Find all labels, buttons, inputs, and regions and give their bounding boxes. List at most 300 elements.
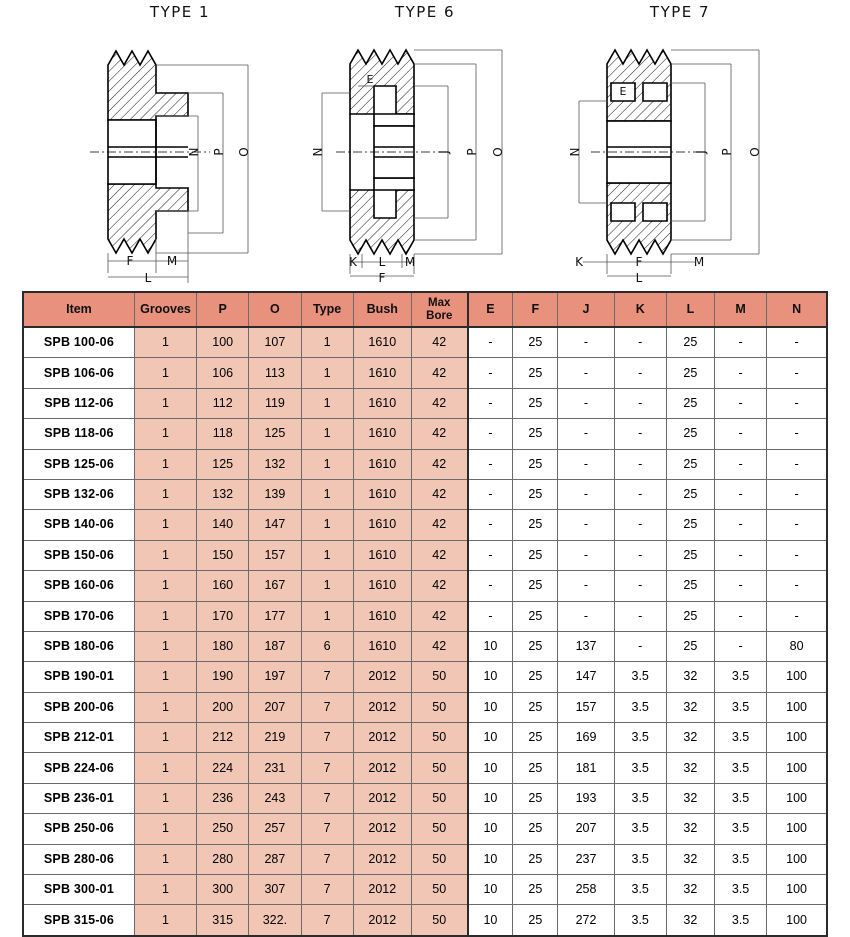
cell-p: 106 (197, 358, 249, 388)
cell-type: 1 (301, 449, 353, 479)
cell-e: - (468, 510, 513, 540)
table-row (23, 510, 827, 540)
table-row (23, 540, 827, 570)
cell-max-bore: 50 (411, 783, 467, 813)
cell-p: 190 (197, 662, 249, 692)
cell-l: 32 (666, 875, 714, 905)
cell-f: 25 (513, 723, 558, 753)
cell-bush: 2012 (353, 783, 411, 813)
cell-o: 307 (249, 875, 301, 905)
cell-grooves: 1 (134, 327, 196, 358)
cell-bush: 2012 (353, 844, 411, 874)
cell-k: 3.5 (614, 692, 666, 722)
pulley-drawings-panel (0, 0, 850, 285)
dim-label-P: P (720, 148, 734, 156)
cell-e: 10 (468, 723, 513, 753)
cell-j: - (558, 540, 614, 570)
table-row (23, 571, 827, 601)
cell-item: SPB 125-06 (23, 449, 134, 479)
dim-label-P: P (212, 148, 226, 156)
cell-m: 3.5 (714, 783, 766, 813)
cell-l: 25 (666, 601, 714, 631)
cell-f: 25 (513, 631, 558, 661)
dim-label-L: L (635, 271, 643, 283)
cell-max-bore: 42 (411, 449, 467, 479)
cell-grooves: 1 (134, 875, 196, 905)
cell-grooves: 1 (134, 540, 196, 570)
cell-e: - (468, 388, 513, 418)
cell-k: - (614, 540, 666, 570)
cell-type: 6 (301, 631, 353, 661)
cell-max-bore: 42 (411, 388, 467, 418)
dim-label-N: N (568, 147, 582, 157)
drawing-title-type-6: TYPE 6 (394, 3, 456, 21)
col-header-f: F (513, 292, 558, 327)
cell-m: 3.5 (714, 753, 766, 783)
cell-k: 3.5 (614, 723, 666, 753)
table-row (23, 844, 827, 874)
cell-grooves: 1 (134, 844, 196, 874)
cell-o: 231 (249, 753, 301, 783)
cell-p: 200 (197, 692, 249, 722)
cell-bush: 1610 (353, 540, 411, 570)
cell-l: 25 (666, 327, 714, 358)
cell-e: 10 (468, 631, 513, 661)
drawing-type-1 (60, 0, 300, 283)
cell-item: SPB 236-01 (23, 783, 134, 813)
cell-l: 25 (666, 479, 714, 509)
cell-k: 3.5 (614, 844, 666, 874)
cell-grooves: 1 (134, 510, 196, 540)
cell-l: 25 (666, 571, 714, 601)
cell-k: - (614, 388, 666, 418)
cell-p: 140 (197, 510, 249, 540)
cell-l: 25 (666, 419, 714, 449)
cell-f: 25 (513, 692, 558, 722)
pulley-specification-table (22, 291, 828, 937)
cell-o: 287 (249, 844, 301, 874)
dim-label-O: O (748, 147, 762, 157)
cell-j: 193 (558, 783, 614, 813)
cell-p: 280 (197, 844, 249, 874)
cell-l: 32 (666, 753, 714, 783)
cell-n: - (767, 327, 827, 358)
table-row (23, 479, 827, 509)
cell-m: - (714, 419, 766, 449)
cell-n: - (767, 419, 827, 449)
cell-type: 1 (301, 540, 353, 570)
specification-table-container (22, 291, 828, 937)
cell-m: - (714, 540, 766, 570)
cell-l: 32 (666, 662, 714, 692)
table-row (23, 449, 827, 479)
cell-max-bore: 50 (411, 814, 467, 844)
cell-m: - (714, 571, 766, 601)
table-row (23, 662, 827, 692)
cell-max-bore: 50 (411, 753, 467, 783)
cell-o: 147 (249, 510, 301, 540)
cell-j: - (558, 571, 614, 601)
cell-type: 7 (301, 692, 353, 722)
cell-max-bore: 42 (411, 571, 467, 601)
cell-o: 187 (249, 631, 301, 661)
dim-label-K: K (575, 255, 583, 269)
cell-type: 1 (301, 358, 353, 388)
cell-k: - (614, 449, 666, 479)
drawing-type-6 (300, 0, 550, 283)
cell-f: 25 (513, 327, 558, 358)
dim-label-L: L (144, 271, 152, 283)
cell-m: - (714, 327, 766, 358)
table-row (23, 388, 827, 418)
cell-l: 32 (666, 844, 714, 874)
cell-max-bore: 50 (411, 875, 467, 905)
cell-p: 250 (197, 814, 249, 844)
cell-m: 3.5 (714, 905, 766, 936)
cell-type: 7 (301, 723, 353, 753)
cell-m: - (714, 388, 766, 418)
cell-l: 32 (666, 905, 714, 936)
cell-item: SPB 180-06 (23, 631, 134, 661)
table-row (23, 783, 827, 813)
cell-type: 1 (301, 419, 353, 449)
cell-bush: 2012 (353, 814, 411, 844)
cell-o: 219 (249, 723, 301, 753)
cell-o: 132 (249, 449, 301, 479)
cell-m: 3.5 (714, 723, 766, 753)
cell-f: 25 (513, 358, 558, 388)
dim-label-F: F (635, 255, 643, 269)
col-header-item: Item (23, 292, 134, 327)
cell-item: SPB 315-06 (23, 905, 134, 936)
cell-e: - (468, 358, 513, 388)
cell-type: 7 (301, 783, 353, 813)
cell-e: 10 (468, 905, 513, 936)
cell-type: 7 (301, 753, 353, 783)
cell-j: - (558, 510, 614, 540)
cell-o: 257 (249, 814, 301, 844)
cell-o: 243 (249, 783, 301, 813)
table-row (23, 905, 827, 936)
cell-m: 3.5 (714, 875, 766, 905)
cell-f: 25 (513, 753, 558, 783)
cell-n: 100 (767, 905, 827, 936)
col-header-o: O (249, 292, 301, 327)
cell-n: - (767, 358, 827, 388)
table-row (23, 601, 827, 631)
cell-type: 7 (301, 875, 353, 905)
col-header-max-bore (411, 292, 467, 327)
cell-n: 100 (767, 753, 827, 783)
cell-j: 258 (558, 875, 614, 905)
cell-e: - (468, 540, 513, 570)
cell-type: 1 (301, 327, 353, 358)
cell-o: 157 (249, 540, 301, 570)
drawing-title-type-7: TYPE 7 (649, 3, 711, 21)
cell-grooves: 1 (134, 479, 196, 509)
cell-f: 25 (513, 601, 558, 631)
cell-o: 177 (249, 601, 301, 631)
cell-grooves: 1 (134, 814, 196, 844)
cell-bush: 1610 (353, 419, 411, 449)
cell-max-bore: 42 (411, 419, 467, 449)
cell-k: - (614, 631, 666, 661)
cell-f: 25 (513, 419, 558, 449)
cell-max-bore: 50 (411, 723, 467, 753)
cell-bush: 1610 (353, 327, 411, 358)
cell-item: SPB 200-06 (23, 692, 134, 722)
cell-m: 3.5 (714, 844, 766, 874)
cell-k: 3.5 (614, 875, 666, 905)
cell-grooves: 1 (134, 358, 196, 388)
cell-f: 25 (513, 783, 558, 813)
cell-grooves: 1 (134, 449, 196, 479)
cell-j: - (558, 601, 614, 631)
cell-e: 10 (468, 692, 513, 722)
table-header-row (23, 292, 827, 327)
cell-f: 25 (513, 540, 558, 570)
cell-m: 3.5 (714, 814, 766, 844)
cell-o: 207 (249, 692, 301, 722)
table-row (23, 631, 827, 661)
table-row (23, 692, 827, 722)
cell-type: 1 (301, 601, 353, 631)
dim-label-J: J (694, 150, 708, 154)
cell-f: 25 (513, 905, 558, 936)
cell-m: - (714, 449, 766, 479)
cell-grooves: 1 (134, 692, 196, 722)
cell-e: 10 (468, 753, 513, 783)
col-header-l: L (666, 292, 714, 327)
cell-item: SPB 140-06 (23, 510, 134, 540)
cell-p: 170 (197, 601, 249, 631)
cell-o: 167 (249, 571, 301, 601)
cell-e: - (468, 479, 513, 509)
table-row (23, 419, 827, 449)
dim-label-P: P (465, 148, 479, 156)
col-header-p: P (197, 292, 249, 327)
cell-f: 25 (513, 814, 558, 844)
cell-p: 112 (197, 388, 249, 418)
cell-o: 125 (249, 419, 301, 449)
cell-j: 207 (558, 814, 614, 844)
cell-m: 3.5 (714, 662, 766, 692)
cell-max-bore: 42 (411, 327, 467, 358)
cell-f: 25 (513, 388, 558, 418)
cell-k: - (614, 419, 666, 449)
cell-p: 212 (197, 723, 249, 753)
cell-k: - (614, 510, 666, 540)
cell-item: SPB 112-06 (23, 388, 134, 418)
cell-item: SPB 224-06 (23, 753, 134, 783)
cell-l: 25 (666, 449, 714, 479)
cell-item: SPB 300-01 (23, 875, 134, 905)
cell-bush: 2012 (353, 875, 411, 905)
cell-max-bore: 42 (411, 358, 467, 388)
col-header-j: J (558, 292, 614, 327)
cell-m: - (714, 601, 766, 631)
cell-k: 3.5 (614, 662, 666, 692)
cell-n: - (767, 540, 827, 570)
cell-n: - (767, 510, 827, 540)
drawing-type-7 (555, 0, 805, 283)
cell-j: 137 (558, 631, 614, 661)
cell-max-bore: 50 (411, 692, 467, 722)
cell-k: - (614, 479, 666, 509)
cell-k: - (614, 571, 666, 601)
cell-max-bore: 50 (411, 905, 467, 936)
cell-e: - (468, 449, 513, 479)
cell-bush: 2012 (353, 753, 411, 783)
col-header-n: N (767, 292, 827, 327)
cell-j: 169 (558, 723, 614, 753)
cell-type: 1 (301, 510, 353, 540)
cell-bush: 1610 (353, 479, 411, 509)
cell-bush: 2012 (353, 905, 411, 936)
cell-e: - (468, 571, 513, 601)
max-bore-line-2: Bore (426, 309, 453, 322)
cell-max-bore: 50 (411, 844, 467, 874)
cell-max-bore: 50 (411, 662, 467, 692)
cell-m: - (714, 479, 766, 509)
cell-max-bore: 42 (411, 510, 467, 540)
cell-f: 25 (513, 449, 558, 479)
cell-l: 32 (666, 783, 714, 813)
cell-p: 236 (197, 783, 249, 813)
dim-label-O: O (237, 147, 251, 157)
cell-n: - (767, 388, 827, 418)
cell-bush: 2012 (353, 692, 411, 722)
cell-j: - (558, 449, 614, 479)
cell-o: 113 (249, 358, 301, 388)
cell-type: 7 (301, 905, 353, 936)
drawing-title-type-1: TYPE 1 (149, 3, 211, 21)
cell-p: 100 (197, 327, 249, 358)
col-header-type: Type (301, 292, 353, 327)
cell-grooves: 1 (134, 783, 196, 813)
cell-item: SPB 118-06 (23, 419, 134, 449)
cell-n: 100 (767, 814, 827, 844)
cell-max-bore: 42 (411, 479, 467, 509)
cell-type: 1 (301, 388, 353, 418)
cell-p: 300 (197, 875, 249, 905)
dim-label-E: E (619, 85, 627, 98)
cell-k: 3.5 (614, 814, 666, 844)
table-row (23, 814, 827, 844)
cell-j: - (558, 388, 614, 418)
cell-m: 3.5 (714, 692, 766, 722)
dim-label-L: L (378, 255, 386, 269)
col-header-k: K (614, 292, 666, 327)
cell-e: 10 (468, 783, 513, 813)
cell-grooves: 1 (134, 388, 196, 418)
cell-j: 237 (558, 844, 614, 874)
table-row (23, 875, 827, 905)
cell-bush: 2012 (353, 723, 411, 753)
cell-n: - (767, 479, 827, 509)
cell-item: SPB 160-06 (23, 571, 134, 601)
cell-k: 3.5 (614, 753, 666, 783)
cell-p: 150 (197, 540, 249, 570)
max-bore-line-1: Max (428, 296, 451, 309)
cell-n: 100 (767, 723, 827, 753)
cell-o: 322. (249, 905, 301, 936)
cell-n: 100 (767, 875, 827, 905)
cell-j: - (558, 419, 614, 449)
cell-f: 25 (513, 571, 558, 601)
cell-o: 139 (249, 479, 301, 509)
cell-j: 181 (558, 753, 614, 783)
cell-item: SPB 280-06 (23, 844, 134, 874)
table-row (23, 327, 827, 358)
cell-k: - (614, 358, 666, 388)
cell-grooves: 1 (134, 905, 196, 936)
cell-l: 25 (666, 358, 714, 388)
cell-e: 10 (468, 875, 513, 905)
dim-label-F: F (126, 254, 134, 268)
cell-grooves: 1 (134, 571, 196, 601)
table-row (23, 753, 827, 783)
cell-item: SPB 170-06 (23, 601, 134, 631)
cell-l: 25 (666, 540, 714, 570)
cell-bush: 1610 (353, 510, 411, 540)
cell-j: 147 (558, 662, 614, 692)
table-row (23, 358, 827, 388)
cell-p: 132 (197, 479, 249, 509)
cell-k: - (614, 601, 666, 631)
cell-p: 315 (197, 905, 249, 936)
cell-item: SPB 106-06 (23, 358, 134, 388)
col-header-bush: Bush (353, 292, 411, 327)
cell-l: 25 (666, 510, 714, 540)
dim-label-N: N (187, 147, 201, 157)
col-header-grooves: Grooves (134, 292, 196, 327)
cell-item: SPB 190-01 (23, 662, 134, 692)
cell-n: 80 (767, 631, 827, 661)
cell-bush: 1610 (353, 631, 411, 661)
cell-e: - (468, 419, 513, 449)
col-header-e: E (468, 292, 513, 327)
cell-bush: 1610 (353, 449, 411, 479)
cell-n: 100 (767, 783, 827, 813)
cell-e: 10 (468, 844, 513, 874)
cell-n: 100 (767, 662, 827, 692)
cell-item: SPB 212-01 (23, 723, 134, 753)
cell-p: 125 (197, 449, 249, 479)
cell-bush: 1610 (353, 358, 411, 388)
dim-label-M: M (404, 255, 416, 269)
dim-label-M: M (166, 254, 178, 268)
cell-grooves: 1 (134, 753, 196, 783)
cell-j: - (558, 358, 614, 388)
cell-grooves: 1 (134, 419, 196, 449)
type-6-diagram-svg (300, 21, 550, 283)
cell-n: 100 (767, 844, 827, 874)
cell-item: SPB 250-06 (23, 814, 134, 844)
cell-l: 32 (666, 692, 714, 722)
dim-label-F: F (378, 271, 386, 283)
cell-max-bore: 42 (411, 601, 467, 631)
cell-grooves: 1 (134, 631, 196, 661)
cell-l: 32 (666, 723, 714, 753)
cell-type: 7 (301, 662, 353, 692)
cell-m: - (714, 358, 766, 388)
cell-o: 119 (249, 388, 301, 418)
cell-f: 25 (513, 844, 558, 874)
cell-bush: 1610 (353, 571, 411, 601)
cell-m: - (714, 631, 766, 661)
cell-n: - (767, 449, 827, 479)
